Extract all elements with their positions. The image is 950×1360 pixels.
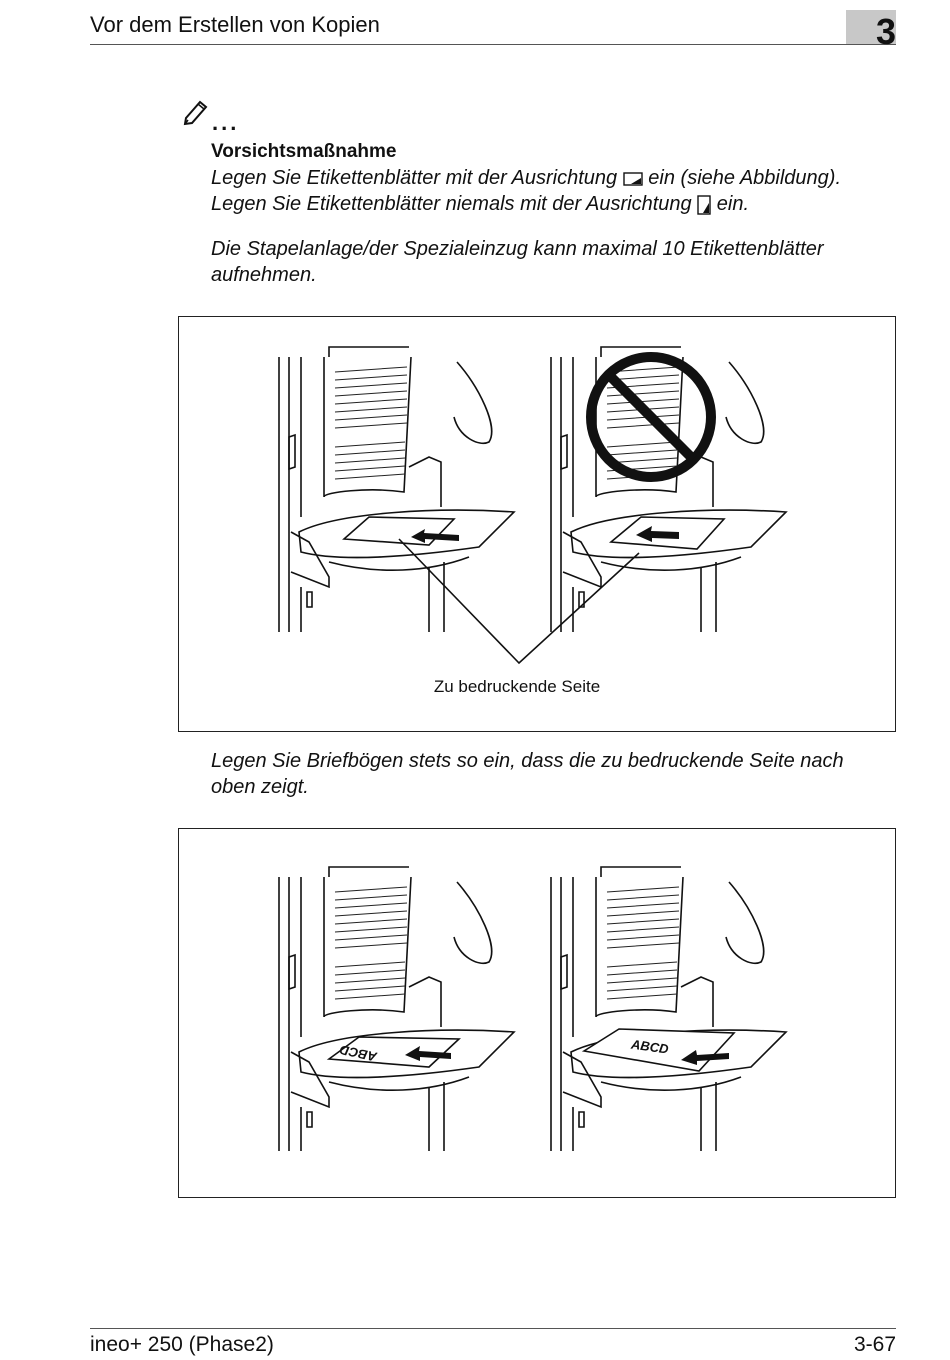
letterhead-illustration bbox=[179, 829, 895, 1197]
note-line-1 bbox=[211, 165, 841, 191]
letterhead-line-2: oben zeigt. bbox=[211, 776, 309, 798]
footer-rule bbox=[90, 1328, 896, 1329]
print-side-caption: Zu bedruckende Seite bbox=[433, 677, 601, 696]
page-header-title: Vor dem Erstellen von Kopien bbox=[90, 12, 380, 37]
note-line-1-start: Legen Sie Etikettenblätter mit der Ausrichtung bbox=[211, 167, 618, 189]
note-line-2 bbox=[211, 191, 749, 217]
note-line-1-end: ein (siehe Abbildung). bbox=[648, 167, 841, 189]
machine-correct-illustration bbox=[279, 347, 514, 632]
note-dots: ... bbox=[212, 110, 240, 135]
pencil-note-icon bbox=[182, 96, 212, 126]
chapter-number: 3 bbox=[875, 11, 896, 52]
label-sheet-illustration bbox=[179, 317, 895, 731]
letterhead-text-left: ABCD bbox=[338, 1042, 379, 1065]
note-line-2-start: Legen Sie Etikettenblätter niemals mit der Ausrichtung bbox=[211, 193, 692, 215]
header-rule bbox=[90, 44, 896, 45]
footer-page-number: 3-67 bbox=[853, 1333, 896, 1356]
portrait-orientation-icon bbox=[697, 195, 711, 215]
letterhead-line-1: Legen Sie Briefbögen stets so ein, dass die zu bedruckende Seite nach bbox=[211, 750, 844, 772]
capacity-line-1: Die Stapelanlage/der Spezialeinzug kann maximal 10 Etikettenblätter bbox=[211, 238, 824, 260]
note-heading: Vorsichtsmaßnahme bbox=[211, 141, 397, 162]
footer-product-name: ineo+ 250 (Phase2) bbox=[90, 1333, 274, 1356]
label-sheet-figure bbox=[178, 316, 896, 732]
capacity-line-2: aufnehmen. bbox=[211, 264, 317, 286]
note-line-2-end: ein. bbox=[716, 193, 749, 215]
machine-right-illustration bbox=[551, 867, 786, 1151]
machine-left-illustration bbox=[279, 867, 514, 1151]
machine-incorrect-illustration bbox=[551, 347, 786, 632]
letterhead-text-right: ABCD bbox=[630, 1036, 670, 1057]
callout-lines bbox=[399, 539, 639, 663]
landscape-orientation-icon bbox=[623, 172, 643, 186]
letterhead-figure bbox=[178, 828, 896, 1198]
